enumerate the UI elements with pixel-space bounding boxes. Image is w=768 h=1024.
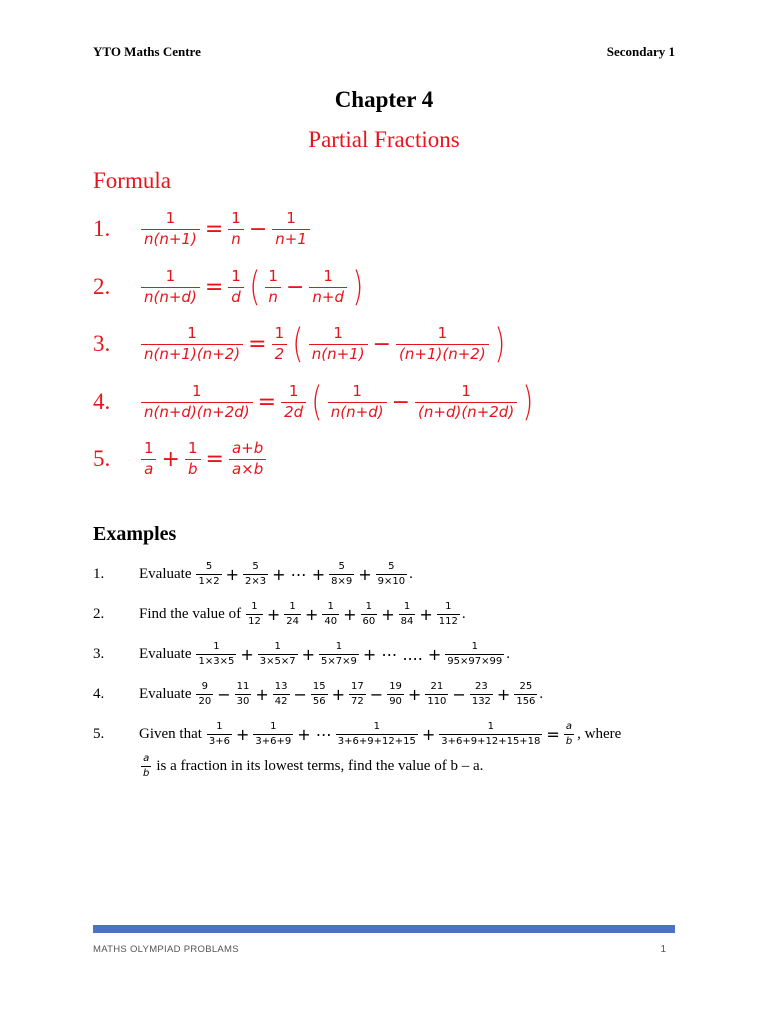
example-5 (93, 716, 621, 752)
fraction: $\frac{9}{20}$ (198, 681, 212, 707)
fraction: $\frac{1}{n(n+d)}$ (141, 268, 200, 306)
example-tail: , where (577, 725, 622, 742)
fraction: $\frac{15}{56}$ (312, 681, 326, 707)
example-text: Given that (139, 725, 202, 742)
operator: + (225, 564, 239, 584)
formula-2 (93, 262, 367, 312)
example-tail: . (461, 605, 466, 622)
example-5-line2 (139, 748, 483, 784)
fraction: $\frac{1}{3+6}$ (208, 721, 231, 747)
fraction: $\frac{5}{2\times 3}$ (245, 561, 267, 587)
formula-3 (93, 319, 508, 369)
fraction: $\frac{1}{2}$ (272, 325, 288, 363)
fraction: $\frac{1}{60}$ (362, 601, 376, 627)
example-expression (194, 561, 409, 587)
fraction: $\frac{25}{156}$ (516, 681, 536, 707)
operator: + (266, 604, 281, 624)
fraction: $\frac{19}{90}$ (389, 681, 402, 707)
fraction: $\frac{23}{132}$ (471, 681, 491, 707)
fraction: $\frac{1}{2d}$ (281, 383, 306, 421)
fraction: $\frac{1}{n+1}$ (272, 210, 310, 248)
operator: − (293, 684, 307, 704)
fraction: $\frac{1}{24}$ (286, 601, 299, 627)
examples-heading: Examples (93, 523, 177, 545)
example-number: 5. (93, 725, 105, 742)
operator: + (496, 684, 511, 704)
formula-number: 3. (93, 331, 111, 356)
fraction: $\frac{1}{n+d}$ (309, 268, 347, 306)
formula-number: 5. (93, 446, 111, 471)
operator: − (452, 684, 466, 704)
example-number: 4. (93, 685, 105, 702)
formula-expression: $\frac{1}{n(n+1)(n+2)}$ = $\frac{1}{2}$ ( $\frac{1}{n(n+1)}$ − $\frac{1}{(n+1)(n+2)}$ ) (139, 324, 508, 364)
page-subtitle: Partial Fractions (308, 127, 460, 152)
operator: + ⋯ + (272, 564, 326, 584)
fraction: $\frac{13}{42}$ (274, 681, 288, 707)
example-3 (93, 636, 510, 672)
operator: + (381, 604, 395, 624)
fraction: $\frac{1}{95\times 97\times 99}$ (447, 641, 503, 667)
fraction: $\frac{1}{n(n+d)}$ (328, 383, 387, 421)
fraction: $\frac{5}{9\times 10}$ (377, 561, 406, 587)
operator: + (331, 684, 346, 704)
fraction: $\frac{1}{n(n+1)}$ (141, 210, 200, 248)
example-expression (194, 681, 539, 707)
fraction: $\frac{1}{1\times 3\times 5}$ (198, 641, 235, 667)
fraction: $\frac{1}{5\times 7\times 9}$ (321, 641, 357, 667)
footer-title: MATHS OLYMPIAD PROBLAMS (93, 944, 239, 955)
fraction: $\frac{1}{3+6+9}$ (255, 721, 292, 747)
operator: = (546, 724, 560, 744)
example-4 (93, 676, 543, 712)
operator: + (301, 644, 316, 664)
example-2 (93, 596, 466, 632)
operator: + (421, 724, 436, 744)
operator: + (240, 644, 254, 664)
fraction: $\frac{1}{84}$ (400, 601, 414, 627)
example-text: Evaluate (139, 685, 192, 702)
operator: + (236, 724, 250, 744)
operator: + (358, 564, 372, 584)
operator: + (304, 604, 319, 624)
fraction: $\frac{1}{12}$ (248, 601, 261, 627)
fraction: $\frac{1}{3+6+9+12+15}$ (337, 721, 416, 747)
fraction: $\frac{1}{(n+d)(n+2d)}$ (415, 383, 517, 421)
formula-number: 2. (93, 274, 111, 299)
formula-4 (93, 377, 537, 427)
example-number: 3. (93, 645, 105, 662)
fraction: $\frac{1}{n}$ (228, 210, 244, 248)
page-number: 1 (660, 944, 666, 955)
page-title: Chapter 4 (334, 87, 434, 112)
fraction: $\frac{1}{n(n+1)}$ (309, 325, 368, 363)
fraction: $\frac{1}{n}$ (265, 268, 281, 306)
formula-number: 4. (93, 389, 111, 414)
formula-expression: $\frac{1}{n(n+d)}$ = $\frac{1}{d}$ ( $\frac{1}{n}$ − $\frac{1}{n+d}$ ) (139, 267, 367, 307)
footer-divider (93, 925, 675, 933)
formula-heading: Formula (93, 168, 171, 193)
fraction: $\frac{1}{a}$ (141, 440, 157, 478)
operator: + (407, 684, 422, 704)
header-right: Secondary 1 (606, 44, 675, 59)
example-expression (205, 721, 576, 747)
example-1 (93, 556, 413, 592)
example-tail: . (539, 685, 544, 702)
formula-expression: $\frac{1}{a}$ + $\frac{1}{b}$ = $\frac{a+b}{a\times b}$ (139, 440, 268, 478)
header-left: YTO Maths Centre (93, 44, 201, 59)
formula-expression: $\frac{1}{n(n+1)}$ = $\frac{1}{n}$ − $\frac{1}{n+1}$ (139, 210, 312, 248)
example-text: Find the value of (139, 605, 242, 622)
operator: + (255, 684, 269, 704)
example-number: 1. (93, 565, 105, 582)
fraction: $\frac{5}{8\times 9}$ (331, 561, 353, 587)
example-expression (194, 641, 506, 667)
example-expression (244, 601, 462, 627)
fraction: $\frac{a}{b}$ (143, 753, 150, 779)
fraction: $\frac{1}{n(n+d)(n+2d)}$ (141, 383, 253, 421)
fraction: $\frac{5}{1\times 2}$ (198, 561, 220, 587)
formula-1 (93, 204, 312, 254)
fraction: $\frac{1}{(n+1)(n+2)}$ (396, 325, 489, 363)
fraction: $\frac{1}{3+6+9+12+15+18}$ (441, 721, 541, 747)
example-tail: . (409, 565, 413, 582)
example-text: Evaluate (139, 565, 192, 582)
fraction: $\frac{1}{d}$ (228, 268, 244, 306)
operator: + (419, 604, 433, 624)
formula-number: 1. (93, 216, 111, 241)
operator: − (369, 684, 384, 704)
fraction: $\frac{1}{b}$ (185, 440, 201, 478)
fraction: $\frac{17}{72}$ (351, 681, 364, 707)
fraction: $\frac{21}{110}$ (427, 681, 447, 707)
fraction: $\frac{1}{112}$ (438, 601, 458, 627)
fraction: $\frac{1}{n(n+1)(n+2)}$ (141, 325, 243, 363)
example-text: Evaluate (139, 645, 192, 662)
example-text: is a fraction in its lowest terms, find the value of b – a. (156, 757, 484, 774)
fraction: $\frac{1}{3\times 5\times 7}$ (259, 641, 296, 667)
fraction: $\frac{a+b}{a\times b}$ (229, 440, 266, 478)
fraction: $\frac{1}{40}$ (324, 601, 338, 627)
operator: + ⋯ (297, 724, 332, 744)
operator: − (217, 684, 231, 704)
operator: + (343, 604, 357, 624)
fraction: $\frac{a}{b}$ (565, 721, 573, 747)
example-number: 2. (93, 605, 105, 622)
example-tail: . (506, 645, 510, 662)
formula-expression: $\frac{1}{n(n+d)(n+2d)}$ = $\frac{1}{2d}$ ( $\frac{1}{n(n+d)}$ − $\frac{1}{(n+d)(n+2d)}$ ) (139, 382, 537, 422)
formula-5 (93, 434, 268, 484)
fraction: $\frac{11}{30}$ (236, 681, 250, 707)
operator: + ⋯ .... + (362, 644, 442, 664)
